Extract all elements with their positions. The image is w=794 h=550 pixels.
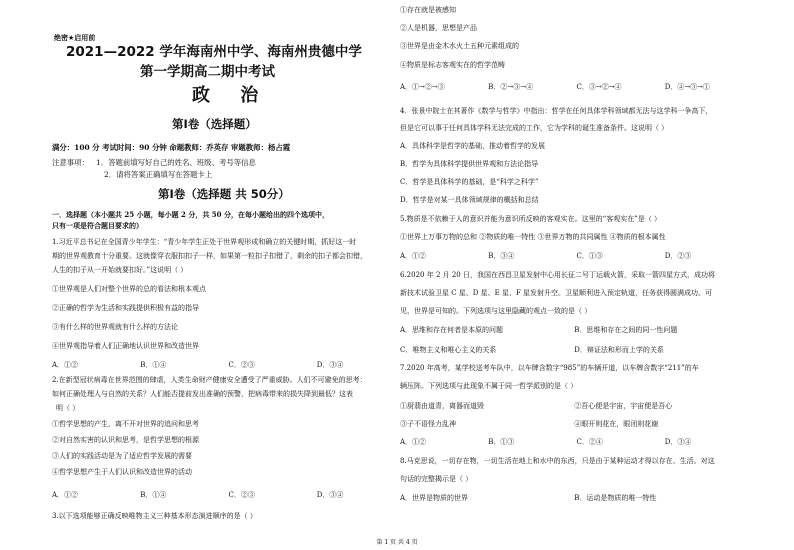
q2-option-c[interactable]: C．②③ bbox=[228, 491, 255, 499]
q7-statements-row2 bbox=[400, 420, 744, 429]
q5-stem-1: 5.物质是不依赖于人的意识并能为意识所反映的客观实在。这里的“客观实在”是（ ） bbox=[400, 215, 662, 223]
q8-option-b[interactable]: B．运动是物质的唯一特性 bbox=[574, 494, 657, 502]
q5-statements: ①世界上万事万物的总和 ②物质的唯一特性 ③世界万物的共同属性 ④物质的根本属性 bbox=[400, 233, 666, 241]
notice-2: 2．请将答案正确填写在答题卡上 bbox=[104, 170, 213, 179]
q1-option-c[interactable]: C．②③ bbox=[228, 361, 255, 369]
q6-stem-2: 新技术试验卫星 C 星、D 星、E 星、F 星发射升空。卫星顺利进入预定轨道，任务获得圆满成功。可 bbox=[400, 289, 713, 297]
q6-option-d[interactable]: D．辩证法和形而上学的关系 bbox=[574, 346, 664, 354]
q2-stem-2: 如何正确处理人与自然的关系？人们能否提前发出准确的预警，把病毒带来的损失降到最低？这表 bbox=[52, 390, 353, 398]
q8-stem-1: 8.马克思说，一切存在物，一切生活在地上和水中的东西，只是由于某种运动才得以存在、生活。对这 bbox=[400, 457, 715, 465]
q1-stem-1: 1.习近平总书记在全国青少年学生：“青少年学生正处于世界观形成和确立的关键时期，抓好这一时 bbox=[52, 238, 357, 246]
q1-option-d[interactable]: D．③④ bbox=[316, 361, 344, 369]
exam-title-line2: 第一学期高二期中考试 bbox=[140, 64, 275, 80]
q3-option-d[interactable]: D．④→③→① bbox=[664, 83, 711, 91]
q7-statement-2: ②吾心便是宇宙，宇宙便是吾心 bbox=[574, 402, 673, 410]
q1-statement-2: ②正确的哲学为生活和实践提供积极有益的指导 bbox=[52, 304, 199, 312]
q4-option-a[interactable]: A．具体科学是哲学的基础，推动着哲学的发展 bbox=[400, 142, 546, 150]
q6-option-c[interactable]: C．唯物主义和唯心主义的关系 bbox=[400, 346, 497, 354]
q3-statement-3: ③世界是由金木水火土五种元素组成的 bbox=[400, 42, 519, 50]
q3-option-c[interactable]: C．③→②→④ bbox=[576, 83, 622, 91]
q1-statement-1: ①世界观是人们对整个世界的总的看法和根本观点 bbox=[52, 285, 206, 293]
q3-option-b[interactable]: B．②→③→④ bbox=[488, 83, 534, 91]
q5-option-d[interactable]: D．②③ bbox=[664, 252, 692, 260]
q7-statement-4: ④眼开则花在，眼闭则花谢 bbox=[574, 420, 659, 428]
q2-statement-1: ①哲学思想的产生，离不开对世界的追问和思考 bbox=[52, 420, 199, 428]
notice-label: 注意事项： bbox=[52, 158, 89, 167]
q8-stem-2: 句话的完整揭示是（ ） bbox=[400, 475, 473, 483]
q1-stem-2: 期的世界观教育十分重要。这就像穿衣服扣扣子一样，如果第一粒扣子扣错了，剩余的扣子都会扣错， bbox=[52, 252, 367, 260]
q6-options-row2 bbox=[400, 346, 744, 355]
q8-option-a[interactable]: A．世界是物质的世界 bbox=[400, 494, 469, 502]
section-instruction-2: 只有一项是符合题目要求的） bbox=[52, 221, 143, 230]
q2-option-b[interactable]: B．①④ bbox=[140, 491, 167, 499]
q2-option-d[interactable]: D．③④ bbox=[316, 491, 344, 499]
q4-option-c[interactable]: C．哲学是具体科学的基础，是“科学之科学” bbox=[400, 178, 539, 186]
q6-stem-3: 见，世界是可知的。下列选项与这里隐藏的观点一致的是（ ） bbox=[400, 307, 592, 315]
q7-stem-1: 7.2020 年高考，某学校送考车队中，以车牌含数字“985”的车辆开道，以车牌含数字“211”的车 bbox=[400, 364, 699, 372]
q5-option-c[interactable]: C．①③ bbox=[576, 252, 603, 260]
q2-statement-4: ④哲学思想产生于人们认识和改造世界的活动 bbox=[52, 468, 192, 476]
q5-option-b[interactable]: B．③④ bbox=[488, 252, 515, 260]
q6-option-a[interactable]: A．思维和存在何者是本原的问题 bbox=[400, 326, 504, 334]
q1-stem-3: 人生的扣子从一开始就要扣好。”这说明（ ） bbox=[52, 266, 188, 274]
q4-stem-1: 4．张景中院士在其著作《数学与哲学》中指出：哲学在任何具体学科领域都无法与这学科一争高下， bbox=[400, 107, 713, 115]
q2-stem-1: 2.在新型冠状病毒在世界范围的肆虐，人类生命财产健康安全遭受了严重威胁。人们不可避免的思考： bbox=[52, 376, 367, 384]
q8-options-row1 bbox=[400, 494, 744, 503]
q7-statement-3: ③子不语怪力乱神 bbox=[400, 420, 456, 428]
exam-title-line1: 2021—2022 学年海南州中学、海南州贵德中学 bbox=[66, 44, 362, 60]
q1-statement-4: ④世界观指导着人们正确地认识世界和改造世界 bbox=[52, 342, 199, 350]
q7-option-b[interactable]: B．①③ bbox=[488, 438, 515, 446]
q5-option-a[interactable]: A．①② bbox=[400, 252, 427, 260]
q7-options bbox=[400, 438, 735, 447]
secret-label: 绝密★启用前 bbox=[54, 34, 96, 42]
q1-statement-3: ③有什么样的世界观就有什么样的方法论 bbox=[52, 323, 178, 331]
exam-info: 满分：100 分 考试时间：90 分钟 命题教师：乔英存 审题教师：杨占霞 bbox=[52, 143, 291, 152]
q2-option-a[interactable]: A．①② bbox=[52, 491, 79, 499]
subject-title: 政 治 bbox=[192, 85, 271, 106]
q6-stem-1: 6.2020 年 2 月 20 日，我国在西昌卫星发射中心用长征二号丁运载火箭，采取一箭四星方式，成功将 bbox=[400, 271, 715, 279]
section-instruction: 一．选择题（本小题共 25 小题，每小题 2 分，共 50 分，在每小题给出的四个选项中， bbox=[52, 210, 329, 219]
q3-stem-1: 3.以下选项能够正确反映唯物主义三种基本形态演进顺序的是（ ） bbox=[52, 512, 257, 520]
q7-option-a[interactable]: A．①② bbox=[400, 438, 427, 446]
q6-options-row1 bbox=[400, 326, 744, 335]
q4-option-b[interactable]: B．哲学为具体科学提供世界观和方法论指导 bbox=[400, 160, 539, 168]
q2-stem-3: 明（ ） bbox=[56, 404, 80, 412]
part1-title: 第Ⅰ卷（选择题） bbox=[172, 117, 257, 131]
q6-option-b[interactable]: B．思维和存在之间的同一性问题 bbox=[574, 326, 678, 334]
notice-1: 1．答题前填写好自己的姓名、班级、考号等信息 bbox=[96, 158, 256, 167]
q7-option-c[interactable]: C．②④ bbox=[576, 438, 603, 446]
q7-statement-1: ①厨翡由道青，离器而道毁 bbox=[400, 402, 484, 410]
q2-statement-3: ③人们的实践活动是为了适应哲学发展的需要 bbox=[52, 452, 192, 460]
q4-stem-2: 但是它可以事于任何具体学科无法完成的工作，它为学科的诞生准备条件。这说明（ ） bbox=[400, 124, 669, 132]
part1-title-score: 第Ⅰ卷（选择题 共 50分） bbox=[158, 187, 290, 201]
q7-stem-2: 辆压阵。下列选项与此现象不属于同一哲学派别的是（ ） bbox=[400, 382, 578, 390]
q2-statement-2: ②对自然实害的认识和思考，是哲学思想的根源 bbox=[52, 436, 199, 444]
q5-options bbox=[400, 252, 735, 261]
q7-option-d[interactable]: D．③④ bbox=[664, 438, 692, 446]
q2-options bbox=[52, 491, 377, 500]
q7-statements-row1 bbox=[400, 402, 744, 411]
q3-option-a[interactable]: A．①→②→③ bbox=[400, 83, 445, 91]
q4-option-d[interactable]: D．哲学是对某一具体领域规律的概括和总结 bbox=[400, 196, 539, 204]
q3-statement-2: ②人是机器，思想是产品 bbox=[400, 24, 477, 32]
q3-options bbox=[400, 83, 735, 92]
page-footer: 第 1 页 共 4 页 bbox=[376, 539, 418, 546]
q1-option-a[interactable]: A．①② bbox=[52, 361, 79, 369]
q3-statement-4: ④物质是标志客观实在的哲学范畴 bbox=[400, 61, 505, 69]
q3-statement-1: ①存在就是被感知 bbox=[400, 6, 456, 14]
q1-option-b[interactable]: B．①④ bbox=[140, 361, 167, 369]
q1-options bbox=[52, 361, 377, 370]
